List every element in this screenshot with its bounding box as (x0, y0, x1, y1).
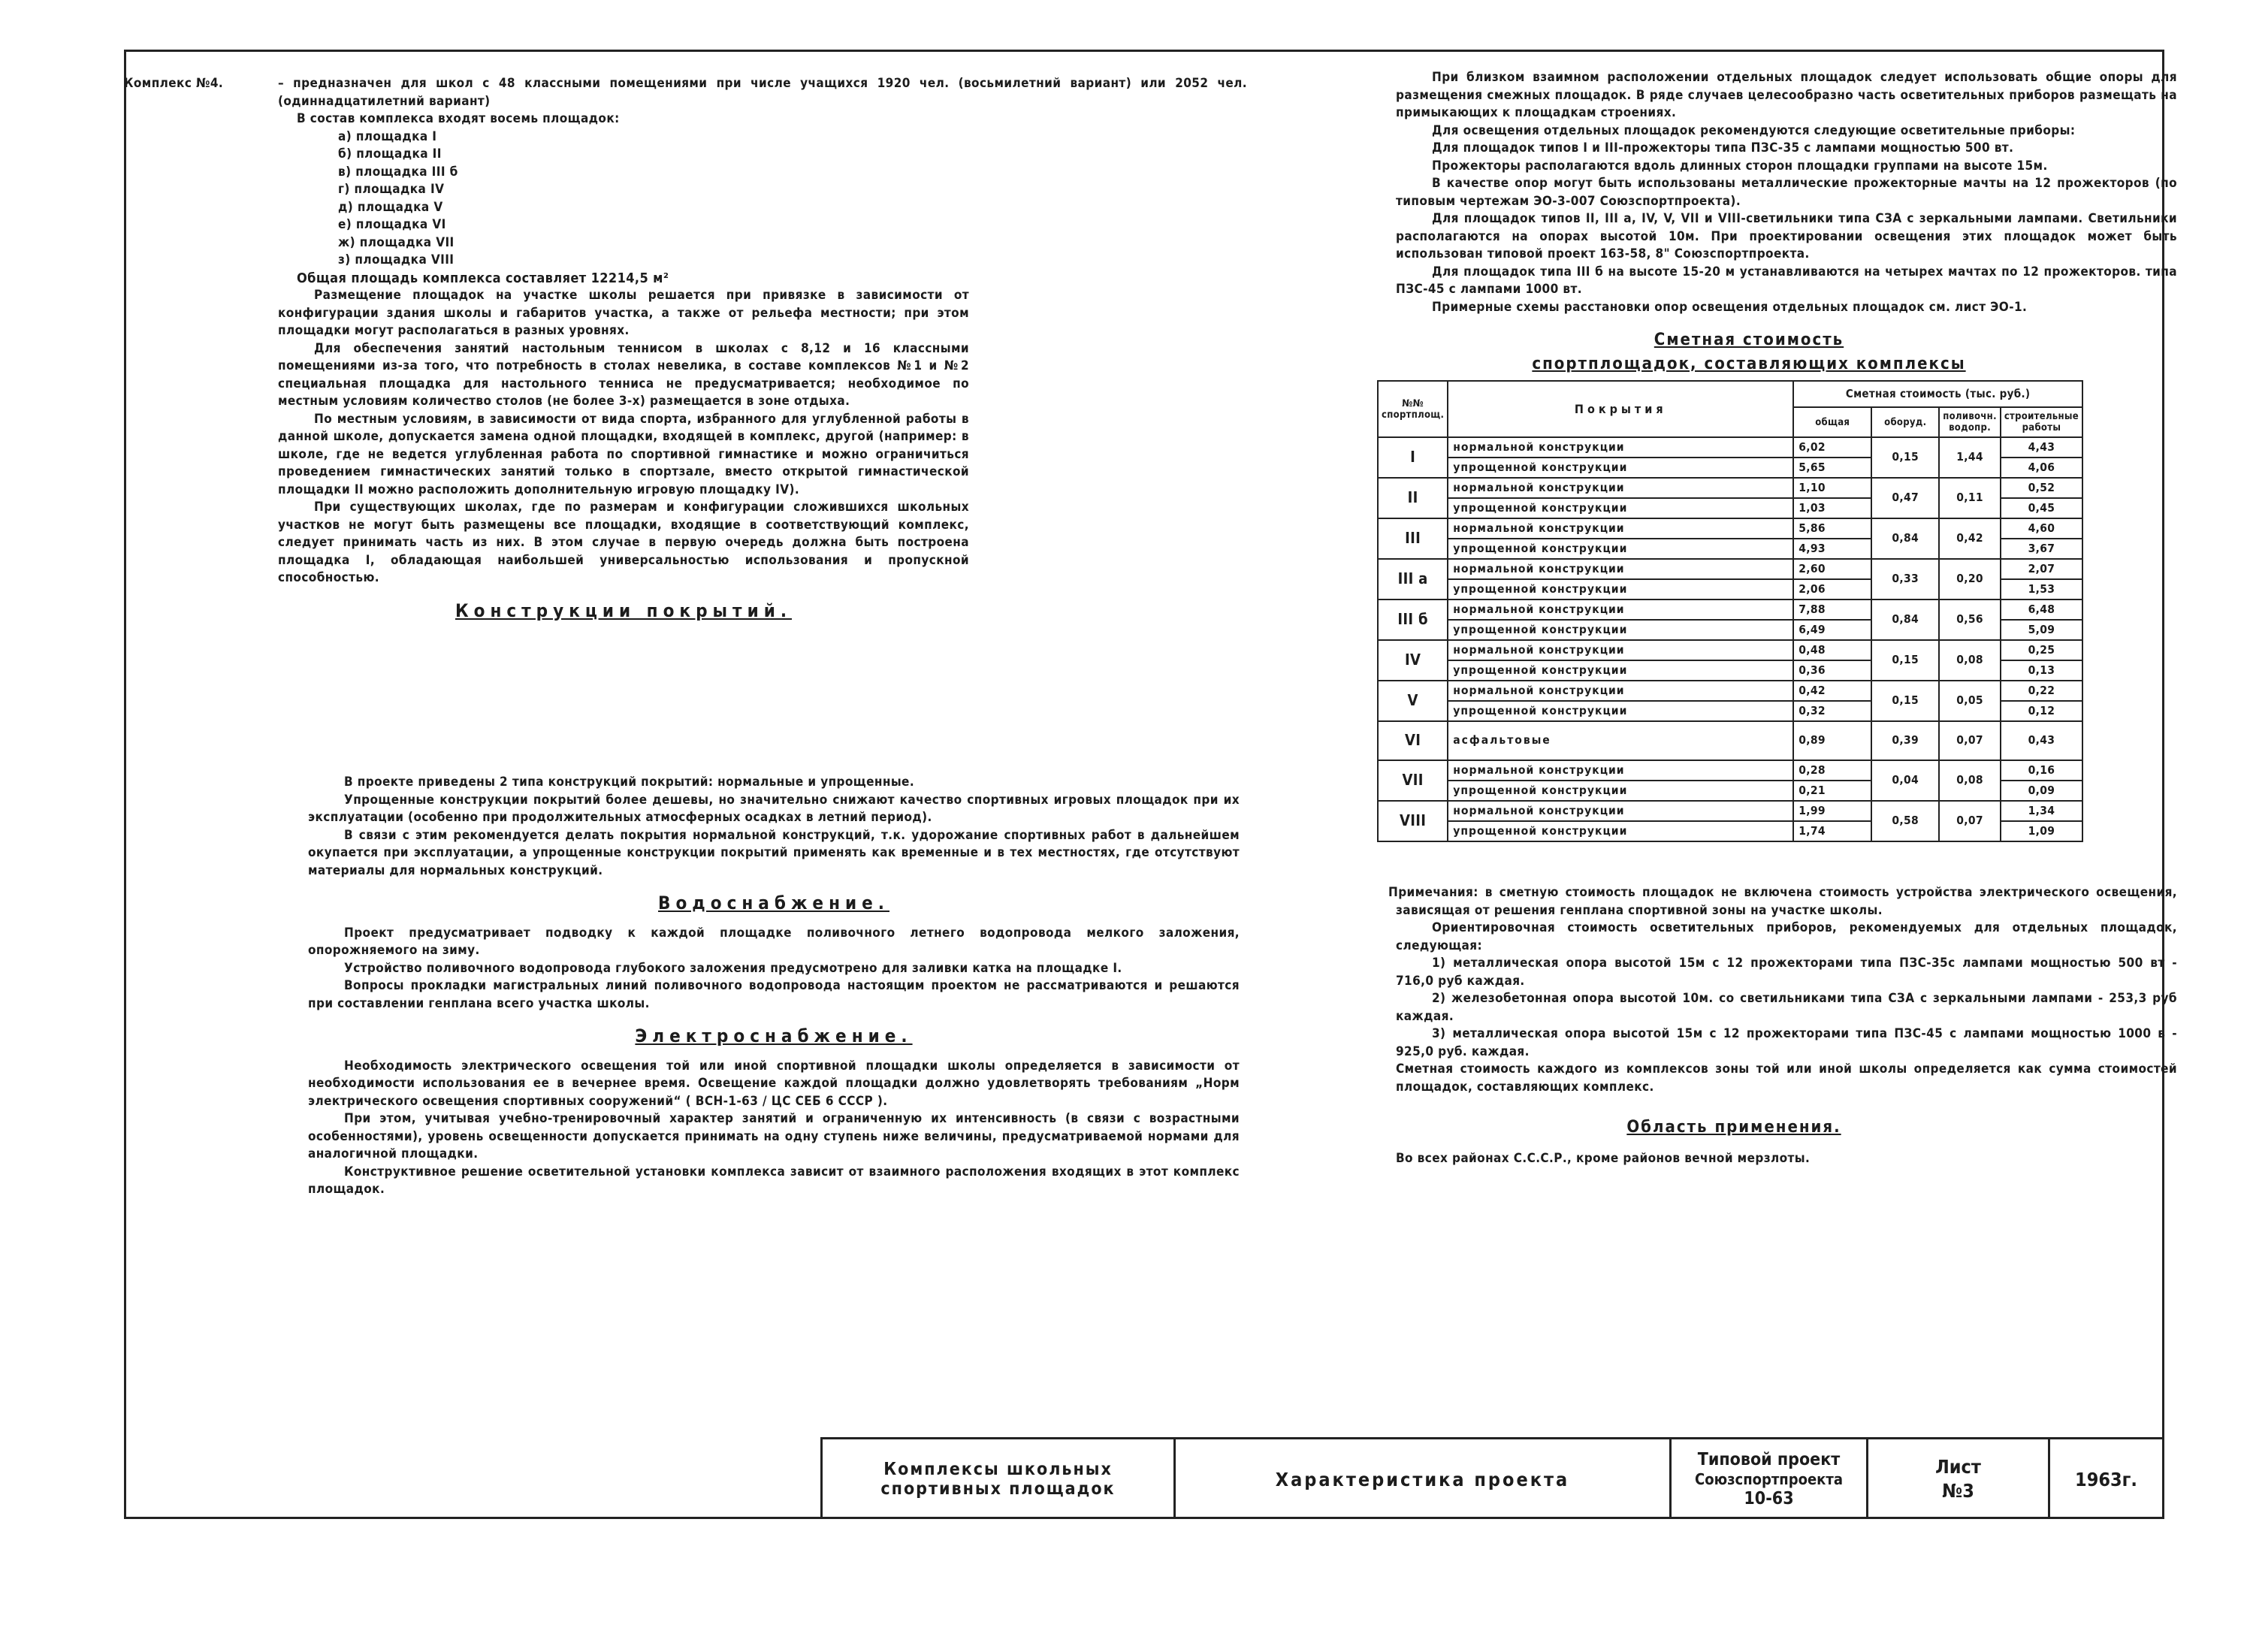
composition-line: В состав комплекса входят восемь площадок: (297, 111, 620, 126)
cost-building: 0,22 (2001, 681, 2082, 701)
cost-water: 0,20 (1939, 559, 2001, 599)
water-heading: Водоснабжение. (658, 892, 889, 914)
cost-total: 7,88 (1793, 599, 1871, 620)
water-p2: Устройство поливочного водопровода глубокого заложения предусмотрено для заливки катка на площадке I. (344, 960, 1122, 976)
table-row (1378, 760, 2082, 781)
table-row (1378, 437, 2082, 458)
note-6: Сметная стоимость каждого из комплексов зоны той или иной школы определяется как сумма стоимостей площадок, составляющих комплекс. (1396, 1062, 2177, 1095)
stamp-sheet-label: Лист (1935, 1456, 1981, 1478)
cover-normal: нормальной конструкции (1448, 801, 1793, 821)
cost-building: 1,53 (2001, 579, 2082, 599)
header-building: строительные работы (2001, 407, 2082, 437)
water-p1: Проект предусматривает подводку к каждой площадке поливочного летнего водопровода мелкого заложения, опорожняемого на зиму. (308, 925, 1240, 958)
header-number: №№ спортплощ. (1378, 381, 1448, 437)
stamp-year: 1963г. (2050, 1439, 2164, 1519)
placement-paragraph: Размещение площадок на участке школы решается при привязке в зависимости от конфигурации здания школы и габаритов участка, а также от рельефа местности; при этом площадки могут располагаться в разных уровнях. (278, 288, 969, 338)
cost-total: 0,32 (1793, 701, 1871, 721)
table-row (1378, 599, 2082, 620)
local-paragraph: По местным условиям, в зависимости от вида спорта, избранного для углубленной работы в данной школе, допускается замена одной площадки, входящей в комплекс, другой (например: в школе, где не ведется углубленная работа по спортивной гимнастике и можно ограничиться проведением гимнастических занятий только в спортзале, вместо открытой гимнастической площадки II можно расположить дополнительную игровую площадку IV). (278, 411, 969, 497)
cover-simplified: упрощенной конструкции (1448, 701, 1793, 721)
cost-total: 0,36 (1793, 660, 1871, 681)
cost-building: 4,06 (2001, 458, 2082, 478)
cost-building: 0,25 (2001, 640, 2082, 660)
right-column (1382, 69, 2177, 1167)
lighting-p2: Для освещения отдельных площадок рекомендуются следующие осветительные приборы: (1432, 122, 2076, 138)
intro-paragraph (124, 75, 1247, 110)
lower-left-column (308, 774, 1240, 1199)
existing-paragraph: При существующих школах, где по размерам и конфигурации сложившихся школьных участков не могут быть размещены все площадки, входящие в соответствующий комплекс, следует принимать часть из них. В этом случае в первую очередь должна быть построена площадка I, обладающая наибольшей универсальностью использования и пропускной способностью. (278, 500, 969, 585)
cost-total: 0,28 (1793, 760, 1871, 781)
table-row (1378, 478, 2082, 498)
cover-normal: нормальной конструкции (1448, 640, 1793, 660)
lighting-p6: Для площадок типов II, III а, IV, V, VII и VIII-светильники типа СЗА с зеркальными лампами. Светильники располагаются на опорах высотой 10м. При проектировании освещения этих площадок может быть использован типовой проект 163-58, 8" Союзспортпроекта. (1396, 211, 2177, 261)
cost-equipment: 0,04 (1871, 760, 1939, 801)
cost-total: 6,02 (1793, 437, 1871, 458)
cost-total: 0,89 (1793, 721, 1871, 760)
cover-normal: нормальной конструкции (1448, 518, 1793, 539)
cover-normal: нормальной конструкции (1448, 478, 1793, 498)
cost-equipment: 0,58 (1871, 801, 1939, 841)
area-line: Общая площадь комплекса составляет 12214,5 м² (297, 270, 669, 286)
cover-simplified: упрощенной конструкции (1448, 620, 1793, 640)
cover-simplified: упрощенной конструкции (1448, 498, 1793, 518)
cost-heading-1: Сметная стоимость (1654, 331, 1844, 349)
tennis-paragraph: Для обеспечения занятий настольным теннисом в школах с 8,12 и 16 классными помещениями из-за того, что потребность в столах невелика, в составе комплексов №1 и №2 специальная площадка для настольного тенниса не предусматривается; необходимое по местным условиям количество столов (не более 3-х) размещается в зоне отдыха. (278, 340, 969, 409)
cost-equipment: 0,33 (1871, 559, 1939, 599)
cost-water: 1,44 (1939, 437, 2001, 478)
cost-equipment: 0,84 (1871, 599, 1939, 640)
cost-total: 1,10 (1793, 478, 1871, 498)
stamp-org-line-1: Типовой проект (1697, 1450, 1841, 1469)
constructions-p2: Упрощенные конструкции покрытий более дешевы, но значительно снижают качество спортивных игровых площадок при их эксплуатации (особенно при продолжительных атмосферных осадках в летний период). (308, 792, 1240, 825)
header-total: общая (1793, 407, 1871, 437)
cost-building: 6,48 (2001, 599, 2082, 620)
stamp-org-line-3: 10-63 (1744, 1489, 1794, 1509)
lighting-p1: При близком взаимном расположении отдельных площадок следует использовать общие опоры для размещения смежных площадок. В ряде случаев целесообразно часть осветительных приборов размещать на примыкающих к площадкам строениях. (1396, 70, 2177, 120)
cost-building: 1,34 (2001, 801, 2082, 821)
cost-building: 3,67 (2001, 539, 2082, 559)
table-row (1378, 801, 2082, 821)
cover-normal: нормальной конструкции (1448, 599, 1793, 620)
title-block (820, 1437, 2164, 1519)
table-row (1378, 518, 2082, 539)
left-column (124, 75, 1247, 632)
cost-building: 0,09 (2001, 781, 2082, 801)
cover-normal: асфальтовые (1448, 721, 1793, 760)
stamp-org (1672, 1439, 1868, 1519)
cost-building: 1,09 (2001, 821, 2082, 841)
cost-heading-2: спортплощадок, составляющих комплексы (1532, 354, 1966, 373)
cost-water: 0,07 (1939, 801, 2001, 841)
lighting-p3: Для площадок типов I и III-прожекторы типа ПЗС-35 с лампами мощностью 500 вт. (1432, 140, 2014, 156)
cost-building: 0,16 (2001, 760, 2082, 781)
list-item: д) площадка V (338, 199, 443, 215)
cost-total: 1,03 (1793, 498, 1871, 518)
cost-building: 0,13 (2001, 660, 2082, 681)
power-heading: Электроснабжение. (635, 1025, 913, 1046)
cost-water: 0,11 (1939, 478, 2001, 518)
cost-total: 1,99 (1793, 801, 1871, 821)
cost-water: 0,07 (1939, 721, 2001, 760)
power-p1: Необходимость электрического освещения той или иной спортивной площадки школы определяется в зависимости от необходимости использования ее в вечернее время. Освещение каждой площадки должно удовлетворять требованиям „Норм электрического освещения спортивных сооружений“ ( ВСН-1-63 / ЦС СЕБ 6 СССР ). (308, 1058, 1240, 1109)
table-row (1378, 681, 2082, 701)
cost-building: 2,07 (2001, 559, 2082, 579)
cost-equipment: 0,39 (1871, 721, 1939, 760)
stamp-sheet (1868, 1439, 2050, 1519)
complex-description: – предназначен для школ с 48 классными помещениями при числе учащихся 1920 чел. (восьмилетний вариант) или 2052 чел. (одиннадцатилетний вариант) (278, 76, 1247, 109)
cover-simplified: упрощенной конструкции (1448, 821, 1793, 841)
constructions-heading: Конструкции покрытий. (455, 599, 793, 621)
row-number: VIII (1378, 801, 1448, 841)
lighting-p7: Для площадок типа III б на высоте 15-20 м устанавливаются на четырех мачтах по 12 прожекторов. типа ПЗС-45 с лампами 1000 вт. (1396, 264, 2177, 297)
cost-building: 0,12 (2001, 701, 2082, 721)
list-item: г) площадка IV (338, 182, 445, 197)
cost-building: 0,52 (2001, 478, 2082, 498)
constructions-p1: В проекте приведены 2 типа конструкций покрытий: нормальные и упрощенные. (344, 775, 915, 790)
cover-simplified: упрощенной конструкции (1448, 660, 1793, 681)
table-row (1378, 721, 2082, 760)
cost-total: 0,21 (1793, 781, 1871, 801)
complex-label: Комплекс №4. (124, 76, 224, 91)
constructions-p3: В связи с этим рекомендуется делать покрытия нормальной конструкций, т.к. удорожание спортивных работ в дальнейшем окупается при эксплуатации, а упрощенные конструкции покрытий применять как временные и в тех местностях, где отсутствуют материалы для нормальных конструкций. (308, 827, 1240, 878)
cover-normal: нормальной конструкции (1448, 559, 1793, 579)
row-number: VII (1378, 760, 1448, 801)
list-item: б) площадка II (338, 146, 442, 162)
row-number: III (1378, 518, 1448, 559)
cost-total: 0,42 (1793, 681, 1871, 701)
cover-normal: нормальной конструкции (1448, 760, 1793, 781)
cost-table (1377, 380, 2083, 842)
cost-equipment: 0,84 (1871, 518, 1939, 559)
header-cost-group: Сметная стоимость (тыс. руб.) (1793, 381, 2082, 407)
lighting-p5: В качестве опор могут быть использованы металлические прожекторные мачты на 12 прожекторов (по типовым чертежам ЭО-3-007 Союзспортпроекта). (1396, 176, 2177, 209)
cost-equipment: 0,15 (1871, 640, 1939, 681)
cost-section (1382, 331, 2177, 842)
cost-water: 0,56 (1939, 599, 2001, 640)
scope-text: Во всех районах С.С.С.Р., кроме районов вечной мерзлоты. (1396, 1150, 1811, 1166)
power-p3: Конструктивное решение осветительной установки комплекса зависит от взаимного расположения входящих в этот комплекс площадок. (308, 1164, 1240, 1197)
note-1: Примечания: в сметную стоимость площадок не включена стоимость устройства электрического освещения, зависящая от решения генплана спортивной зоны на участке школы. (1388, 885, 2177, 918)
notes-section (1388, 884, 2177, 1096)
cost-total: 2,06 (1793, 579, 1871, 599)
cover-normal: нормальной конструкции (1448, 681, 1793, 701)
row-number: V (1378, 681, 1448, 721)
stamp-org-line-2: Союзспортпроекта (1695, 1470, 1843, 1488)
note-2: Ориентировочная стоимость осветительных приборов, рекомендуемых для отдельных площадок, следующая: (1396, 920, 2177, 953)
cost-water: 0,08 (1939, 760, 2001, 801)
note-5: 3) металлическая опора высотой 15м с 12 прожекторами типа ПЗС-45 с лампами мощностью 1000 в - 925,0 руб. каждая. (1396, 1026, 2177, 1059)
water-p3: Вопросы прокладки магистральных линий поливочного водопровода настоящим проектом не рассматриваются и решаются при составлении генплана всего участка школы. (308, 978, 1240, 1011)
cover-normal: нормальной конструкции (1448, 437, 1793, 458)
stamp-sheet-number: №3 (1942, 1480, 1974, 1502)
note-3: 1) металлическая опора высотой 15м с 12 прожекторами типа ПЗС-35с лампами мощностью 500 вт - 716,0 руб каждая. (1396, 956, 2177, 989)
note-4: 2) железобетонная опора высотой 10м. со светильниками типа СЗА с зеркальными лампами - 253,3 руб каждая. (1396, 991, 2177, 1024)
cost-total: 0,48 (1793, 640, 1871, 660)
cost-total: 5,86 (1793, 518, 1871, 539)
cost-total: 2,60 (1793, 559, 1871, 579)
table-row (1378, 640, 2082, 660)
cover-simplified: упрощенной конструкции (1448, 539, 1793, 559)
row-number: IV (1378, 640, 1448, 681)
header-cover: Покрытия (1448, 381, 1793, 437)
row-number: VI (1378, 721, 1448, 760)
cost-total: 4,93 (1793, 539, 1871, 559)
row-number: III а (1378, 559, 1448, 599)
cost-equipment: 0,47 (1871, 478, 1939, 518)
table-row (1378, 559, 2082, 579)
cost-water: 0,05 (1939, 681, 2001, 721)
cover-simplified: упрощенной конструкции (1448, 781, 1793, 801)
list-item: з) площадка VIII (338, 252, 455, 267)
stamp-title: Характеристика проекта (1176, 1439, 1672, 1519)
cost-water: 0,08 (1939, 640, 2001, 681)
row-number: III б (1378, 599, 1448, 640)
cost-equipment: 0,15 (1871, 681, 1939, 721)
cost-total: 5,65 (1793, 458, 1871, 478)
playground-list (338, 128, 1247, 270)
lighting-p4: Прожекторы располагаются вдоль длинных сторон площадки группами на высоте 15м. (1432, 158, 2048, 174)
stamp-name: Комплексы школьных спортивных площадок (823, 1439, 1176, 1519)
row-number: II (1378, 478, 1448, 518)
cost-building: 4,60 (2001, 518, 2082, 539)
power-p2: При этом, учитывая учебно-тренировочный характер занятий и ограниченную их интенсивность (в связи с возрастными особенностями), уровень освещенности допускается принимать на одну ступень ниже величины, предусматриваемой нормами для аналогичной площадки. (308, 1111, 1240, 1161)
cost-total: 6,49 (1793, 620, 1871, 640)
cost-building: 4,43 (2001, 437, 2082, 458)
cost-total: 1,74 (1793, 821, 1871, 841)
cover-simplified: упрощенной конструкции (1448, 458, 1793, 478)
cost-building: 0,43 (2001, 721, 2082, 760)
row-number: I (1378, 437, 1448, 478)
scope-heading: Область применения. (1626, 1118, 1841, 1137)
cost-water: 0,42 (1939, 518, 2001, 559)
list-item: а) площадка I (338, 128, 437, 144)
header-equipment: оборуд. (1871, 407, 1939, 437)
list-item: ж) площадка VII (338, 234, 455, 250)
list-item: е) площадка VI (338, 217, 446, 232)
cost-equipment: 0,15 (1871, 437, 1939, 478)
cover-simplified: упрощенной конструкции (1448, 579, 1793, 599)
cost-table-body (1378, 437, 2082, 841)
list-item: в) площадка III б (338, 164, 458, 180)
lighting-p8: Примерные схемы расстановки опор освещения отдельных площадок см. лист ЭО-1. (1432, 299, 2028, 315)
cost-building: 0,45 (2001, 498, 2082, 518)
cost-building: 5,09 (2001, 620, 2082, 640)
header-water: поливочн. водопр. (1939, 407, 2001, 437)
